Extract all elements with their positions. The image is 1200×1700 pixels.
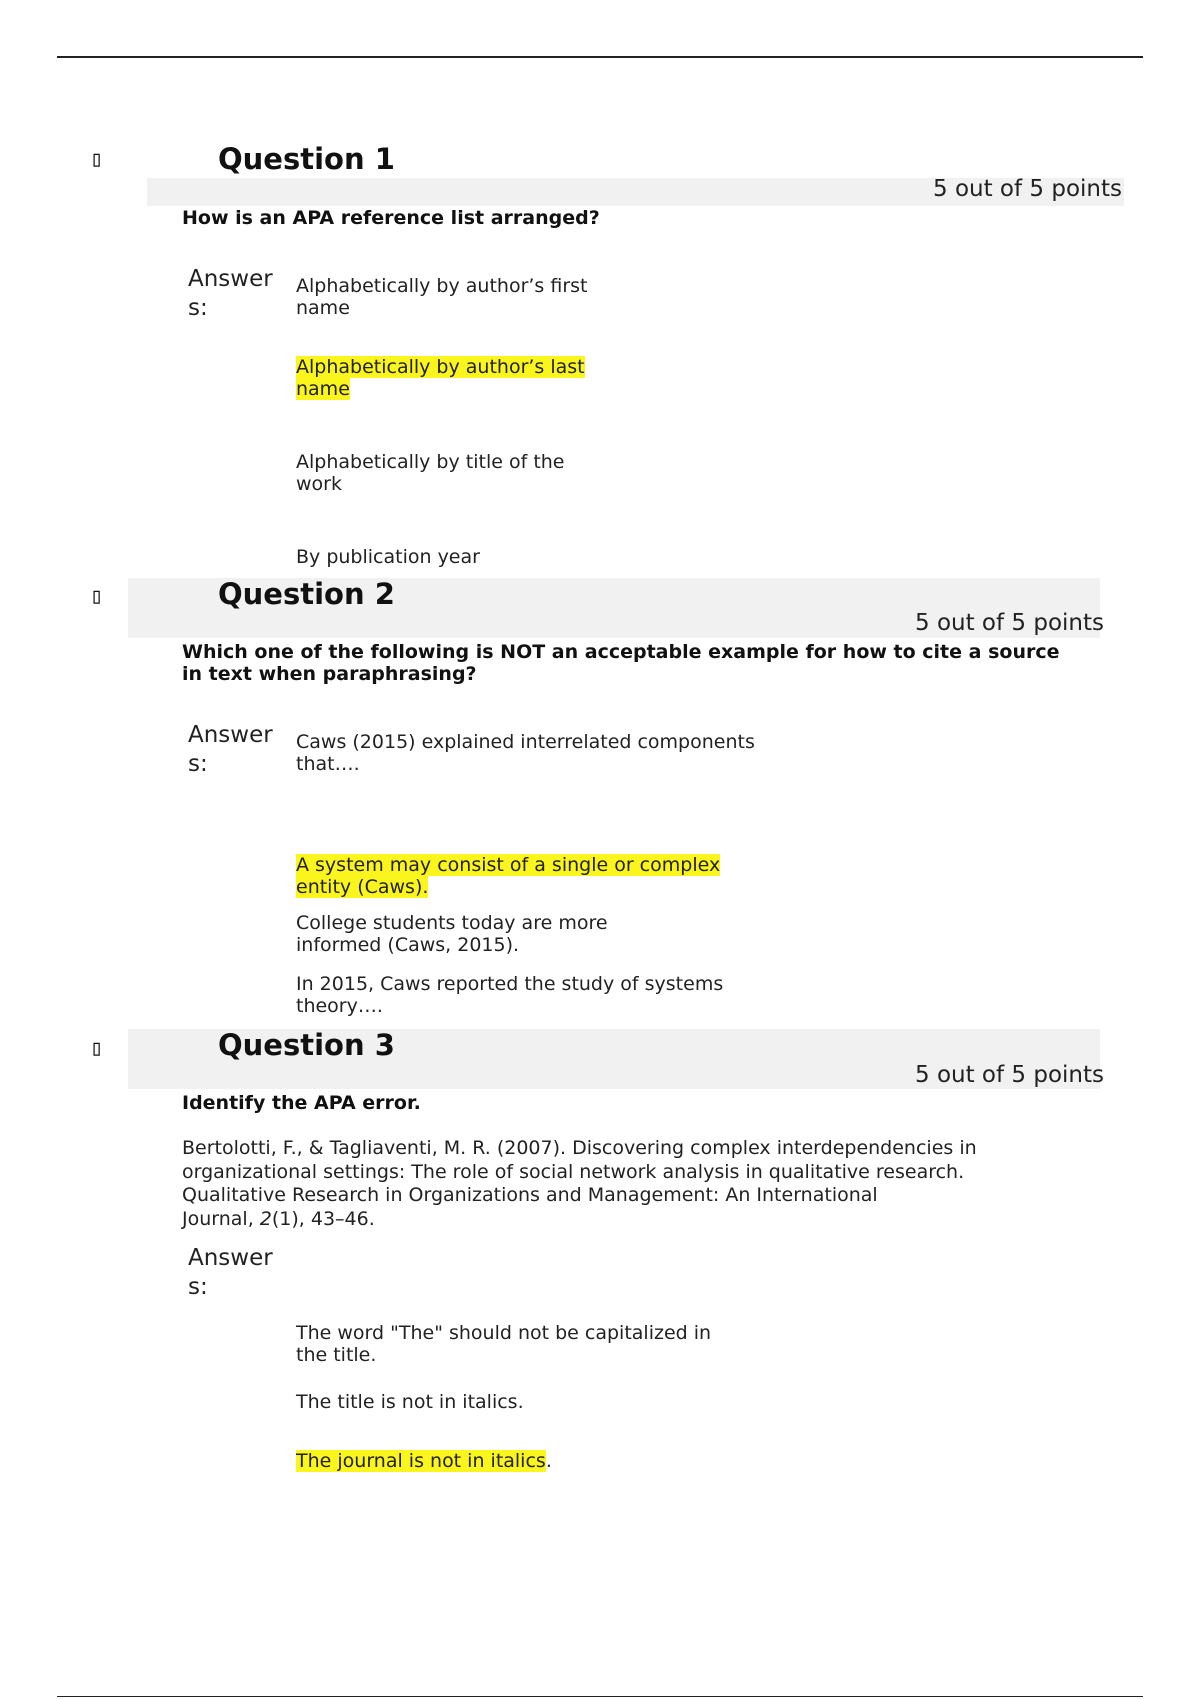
question-status-icon: ▯ bbox=[90, 147, 104, 172]
answer-option: By publication year bbox=[296, 546, 480, 568]
question-text: How is an APA reference list arranged? bbox=[182, 207, 600, 229]
answers-label: Answer s: bbox=[188, 266, 273, 321]
question-text: Identify the APA error. bbox=[182, 1092, 421, 1114]
question-points: 5 out of 5 points bbox=[915, 610, 1104, 636]
question-title: Question 1 bbox=[218, 142, 395, 176]
question-points: 5 out of 5 points bbox=[933, 176, 1122, 202]
answer-option: In 2015, Caws reported the study of systems theory…. bbox=[296, 973, 724, 1017]
answer-option: Caws (2015) explained interrelated components that…. bbox=[296, 731, 755, 775]
bottom-rule bbox=[57, 1696, 1143, 1697]
answer-option: Alphabetically by title of the work bbox=[296, 451, 565, 495]
reference-citation: Bertolotti, F., & Tagliaventi, M. R. (2007). Discovering complex interdependencies in organizational settings: The role of social network analysis in qualitative research. Qualitative Research in Organizations and Management: An International Journal, 2(1), 43–46. bbox=[182, 1137, 977, 1230]
answer-option: Alphabetically by author’s first name bbox=[296, 275, 588, 319]
question-status-icon: ▯ bbox=[90, 1036, 104, 1061]
answer-option: The title is not in italics. bbox=[296, 1391, 524, 1413]
answer-option-correct: Alphabetically by author’s last name bbox=[296, 356, 585, 400]
question-title: Question 2 bbox=[218, 577, 395, 611]
answers-label: Answer s: bbox=[188, 722, 273, 777]
question-title: Question 3 bbox=[218, 1028, 395, 1062]
question-text: Which one of the following is NOT an acceptable example for how to cite a source in text when paraphrasing? bbox=[182, 641, 1060, 685]
answer-option: College students today are more informed (Caws, 2015). bbox=[296, 912, 608, 956]
top-rule bbox=[57, 56, 1143, 58]
question-status-icon: ▯ bbox=[90, 584, 104, 609]
answer-option-correct: The journal is not in italics. bbox=[296, 1450, 552, 1472]
question-points: 5 out of 5 points bbox=[915, 1062, 1104, 1088]
answer-option-correct: A system may consist of a single or complex entity (Caws). bbox=[296, 854, 721, 898]
answer-option: The word "The" should not be capitalized in the title. bbox=[296, 1322, 712, 1366]
answers-label: Answer s: bbox=[188, 1245, 273, 1300]
